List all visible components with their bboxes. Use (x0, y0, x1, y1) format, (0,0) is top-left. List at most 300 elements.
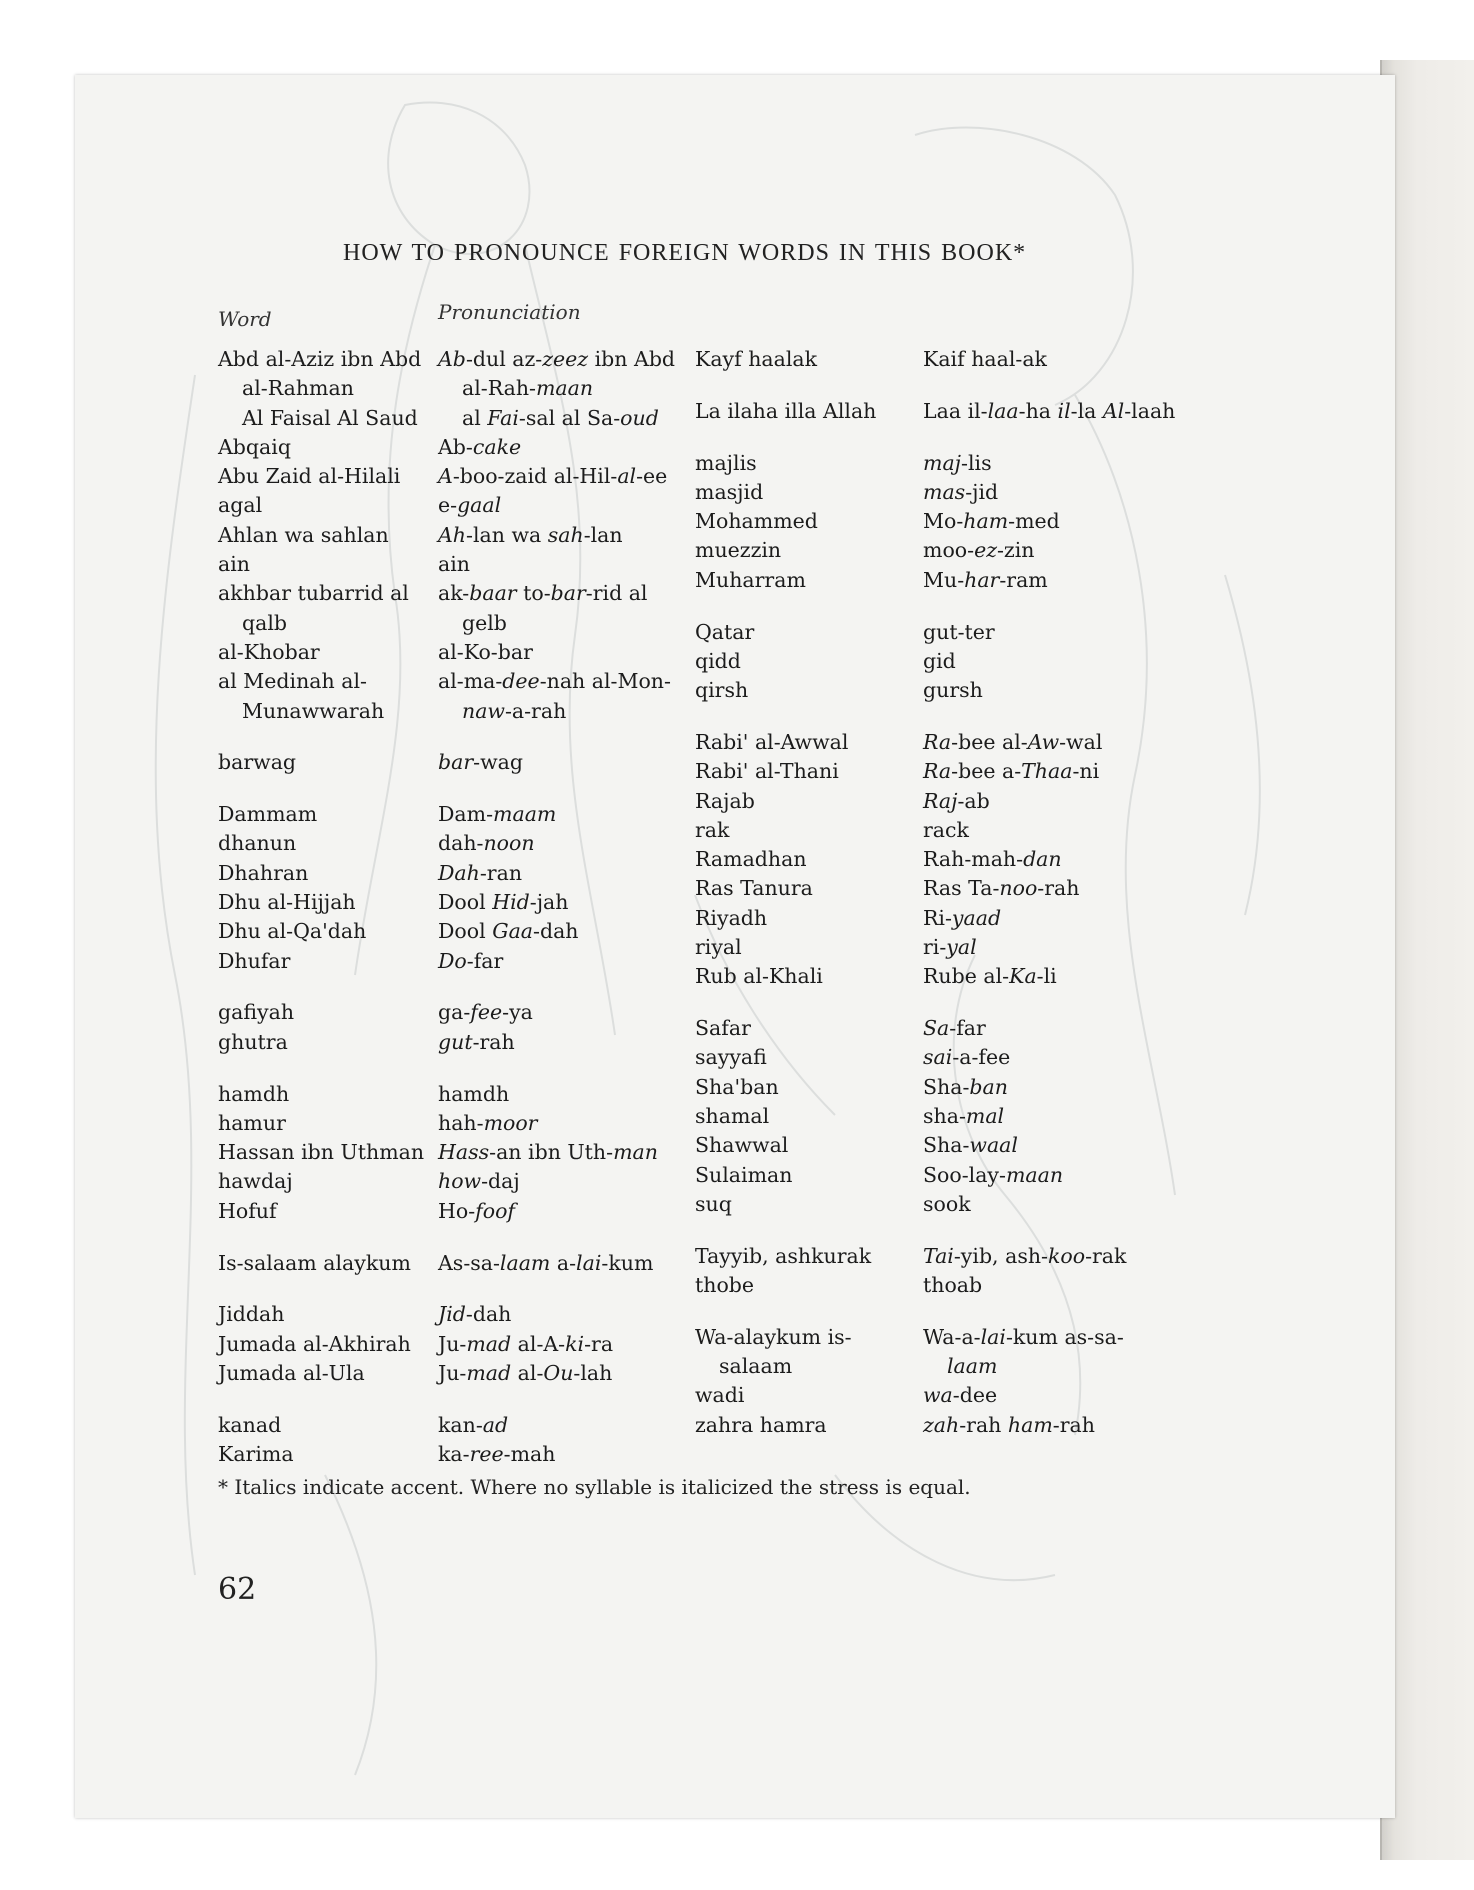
syllable-text: ri- (923, 935, 947, 960)
word-entry: suq (695, 1191, 732, 1216)
accent-syllable: noon (483, 831, 535, 856)
pronunciation-entry (438, 579, 675, 608)
entry-gap (438, 1278, 675, 1301)
word-entry: Dhufar (218, 948, 291, 973)
pronunciation-column-1 (438, 345, 675, 1469)
word-entry: hamur (218, 1110, 286, 1135)
word-entry: akhbar tubarrid al (218, 581, 409, 606)
entry-gap (923, 374, 1175, 397)
accent-syllable: Raj (923, 788, 958, 813)
accent-syllable: Hass (438, 1140, 490, 1165)
syllable-text: ain (438, 552, 470, 577)
word-entry: Munawwarah (242, 698, 385, 723)
pronunciation-entry (438, 998, 675, 1027)
syllable-text: -yib, ash- (953, 1243, 1048, 1268)
word-entry: ain (218, 552, 250, 577)
word-entry: kanad (218, 1412, 282, 1437)
syllable-text: -daj (481, 1169, 520, 1194)
pronunciation-entry (923, 787, 1175, 816)
syllable-text: -a-fee (952, 1045, 1011, 1070)
syllable-text: -ab (957, 788, 990, 813)
word-entry: ghutra (218, 1029, 288, 1054)
pronunciation-entry (438, 609, 675, 638)
accent-syllable: how (438, 1169, 482, 1194)
entry-gap (923, 1219, 1175, 1242)
page-number: 62 (218, 1572, 257, 1607)
syllable-text: al-A- (511, 1331, 566, 1356)
syllable-text: -far (466, 948, 504, 973)
pronunciation-entry (438, 1028, 675, 1057)
accent-syllable: Fai (487, 405, 519, 430)
syllable-text: Dool (438, 919, 493, 944)
syllable-text: -kum as-sa- (1005, 1324, 1124, 1349)
word-entry: Jumada al-Akhirah (218, 1331, 411, 1356)
word-entry: Sha'ban (695, 1074, 779, 1099)
word-entry: shamal (695, 1104, 770, 1129)
accent-syllable: Sa (923, 1016, 950, 1041)
word-entry: Shawwal (695, 1133, 789, 1158)
accent-syllable: baar (469, 581, 517, 606)
word-entry: dhanun (218, 831, 297, 856)
pronunciation-entry (438, 1359, 675, 1388)
pronunciation-entry (438, 697, 675, 726)
header-word: Word (218, 307, 272, 331)
pronunciation-entry (923, 845, 1175, 874)
word-entry: Ramadhan (695, 847, 807, 872)
pronunciation-entry (923, 1014, 1175, 1043)
syllable-text: -li (1036, 964, 1057, 989)
accent-syllable: dee (502, 669, 540, 694)
entry-gap (695, 992, 876, 1015)
pronunciation-entry (438, 521, 675, 550)
pronunciation-entry (438, 638, 675, 667)
syllable-text: dah- (438, 831, 484, 856)
word-entry: Abu Zaid al-Hilali (218, 464, 401, 489)
word-entry: Rabi' al-Awwal (695, 729, 849, 754)
pronunciation-entry (438, 947, 675, 976)
word-entry: Is-salaam alaykum (218, 1250, 411, 1275)
pronunciation-entry (923, 345, 1175, 374)
syllable-text: -lah (573, 1360, 613, 1385)
pronunciation-entry (923, 507, 1175, 536)
accent-syllable: Thaa (1021, 759, 1073, 784)
footnote: * Italics indicate accent. Where no syllable is italicized the stress is equal. (218, 1475, 971, 1499)
syllable-text: al-Rah- (462, 376, 536, 401)
word-entry: agal (218, 493, 263, 518)
syllable-text: ibn Abd (588, 347, 676, 371)
syllable-text: -dul az- (465, 347, 543, 371)
syllable-text: ak- (438, 581, 470, 606)
syllable-text: -lis (961, 450, 992, 475)
syllable-text: Laa il- (923, 398, 988, 423)
word-entry: masjid (695, 479, 764, 504)
word-entry: Karima (218, 1442, 294, 1466)
syllable-text: -jid (965, 479, 999, 504)
syllable-text: -wag (473, 750, 523, 775)
accent-syllable: Gaa (492, 919, 534, 944)
word-entry: salaam (719, 1354, 793, 1379)
word-entry: Dhahran (218, 860, 309, 885)
word-entry: Hassan ibn Uthman (218, 1140, 425, 1165)
entry-gap (218, 1057, 424, 1080)
word-entry: Riyadh (695, 905, 768, 930)
word-entry: muezzin (695, 538, 782, 563)
accent-syllable: Hid (492, 890, 530, 915)
accent-syllable: ki (565, 1331, 585, 1356)
accent-syllable: maam (493, 802, 557, 827)
pronunciation-entry (438, 1330, 675, 1359)
syllable-text: Ju- (438, 1331, 467, 1356)
syllable-text: -ee (636, 464, 668, 489)
pronunciation-entry (923, 1352, 1175, 1381)
syllable-text: Kaif haal-ak (923, 347, 1047, 371)
syllable-text: -rah (959, 1412, 1008, 1437)
pronunciation-entry (923, 1043, 1175, 1072)
word-entry: riyal (695, 935, 742, 960)
syllable-text: Rah-mah- (923, 847, 1024, 872)
accent-syllable: Tai (923, 1243, 954, 1268)
pronunciation-entry (923, 1271, 1175, 1300)
word-entry: wadi (695, 1383, 745, 1408)
pronunciation-entry (438, 462, 675, 491)
pronunciation-entry (438, 1249, 675, 1278)
accent-syllable: ez (974, 538, 997, 563)
word-entry: qidd (695, 648, 741, 673)
pronunciation-entry (438, 1167, 675, 1196)
syllable-text: Soo-lay- (923, 1162, 1006, 1187)
accent-syllable: koo (1047, 1243, 1086, 1268)
entry-gap (438, 1388, 675, 1411)
syllable-text: -ran (479, 860, 523, 885)
entry-gap (695, 374, 876, 397)
accent-syllable: bar (550, 581, 586, 606)
word-entry: Dhu al-Qa'dah (218, 919, 367, 944)
syllable-text: sook (923, 1191, 971, 1216)
syllable-text: -ni (1072, 759, 1100, 784)
accent-syllable: noo (999, 876, 1038, 901)
entry-gap (438, 1057, 675, 1080)
syllable-text: Wa-a- (923, 1324, 981, 1349)
word-entry: majlis (695, 450, 757, 475)
pronunciation-entry (438, 1197, 675, 1226)
syllable-text: ka- (438, 1442, 470, 1466)
word-column-2 (695, 345, 876, 1440)
word-column-1 (218, 345, 424, 1469)
word-entry: sayyafi (695, 1045, 767, 1070)
entry-gap (695, 705, 876, 728)
syllable-text: sha- (923, 1104, 966, 1129)
syllable-text: Sha- (923, 1074, 970, 1099)
accent-syllable: har (964, 567, 1000, 592)
accent-syllable: man (613, 1140, 658, 1165)
accent-syllable: gut (438, 1029, 473, 1054)
word-entry: Rabi' al-Thani (695, 759, 839, 784)
pronunciation-entry (923, 1161, 1175, 1190)
pronunciation-entry (923, 1131, 1175, 1160)
entry-gap (218, 1388, 424, 1411)
syllable-text: -ya (502, 1000, 533, 1025)
word-entry: Ahlan wa sahlan (218, 522, 389, 547)
accent-syllable: Ah (438, 522, 467, 547)
pronunciation-entry (438, 1138, 675, 1167)
word-entry: Safar (695, 1016, 751, 1041)
accent-syllable: Ka (1009, 964, 1037, 989)
pronunciation-entry (438, 859, 675, 888)
header-pronunciation: Pronunciation (438, 300, 581, 324)
accent-syllable: mas (923, 479, 966, 504)
syllable-text: -rah (472, 1029, 515, 1054)
pronunciation-entry (438, 667, 675, 696)
accent-syllable: ad (482, 1412, 509, 1437)
syllable-text: gut-ter (923, 619, 995, 644)
pronunciation-entry (438, 1411, 675, 1440)
word-entry: Muharram (695, 567, 806, 592)
syllable-text: hah- (438, 1110, 484, 1135)
word-entry: al-Rahman (242, 376, 354, 401)
syllable-text: -dee (952, 1383, 998, 1408)
syllable-text: Sha- (923, 1133, 970, 1158)
accent-syllable: sai (923, 1045, 953, 1070)
word-entry: Rub al-Khali (695, 964, 823, 989)
word-entry: Jumada al-Ula (218, 1360, 365, 1385)
pronunciation-entry (438, 917, 675, 946)
accent-syllable: Ra (923, 759, 952, 784)
pronunciation-entry (923, 1323, 1175, 1352)
syllable-text: -jah (529, 890, 569, 915)
syllable-text: -wal (1059, 729, 1103, 754)
pronunciation-entry (438, 829, 675, 858)
pronunciation-entry (923, 816, 1175, 845)
word-entry: Wa-alaykum is- (695, 1324, 852, 1349)
entry-gap (923, 705, 1175, 728)
accent-syllable: moor (483, 1110, 538, 1135)
syllable-text: -lan wa (466, 522, 548, 547)
accent-syllable: laam (499, 1250, 551, 1275)
accent-syllable: fee (470, 1000, 503, 1025)
syllable-text: gid (923, 648, 956, 673)
pronunciation-entry (438, 491, 675, 520)
syllable-text: Ju- (438, 1360, 467, 1385)
syllable-text: -mah (503, 1442, 556, 1466)
accent-syllable: mad (466, 1331, 512, 1356)
syllable-text: -rid al (585, 581, 648, 606)
accent-syllable: Aw (1027, 729, 1060, 754)
pronunciation-entry (923, 1411, 1175, 1440)
syllable-text: -zin (997, 538, 1035, 563)
accent-syllable: lai (576, 1250, 602, 1275)
pronunciation-entry (438, 374, 675, 403)
syllable-text: -rak (1085, 1243, 1127, 1268)
syllable-text: As-sa- (438, 1250, 500, 1275)
syllable-text: -an ibn Uth- (489, 1140, 614, 1165)
syllable-text: Ab- (438, 434, 473, 459)
accent-syllable: naw (462, 698, 505, 723)
syllable-text: hamdh (438, 1081, 510, 1106)
pronunciation-entry (923, 449, 1175, 478)
accent-syllable: ham (1007, 1412, 1053, 1437)
syllable-text: al- (511, 1360, 544, 1385)
word-entry: barwag (218, 750, 297, 775)
accent-syllable: ree (469, 1442, 504, 1466)
syllable-text: to- (516, 581, 551, 606)
word-entry: La ilaha illa Allah (695, 398, 877, 423)
syllable-text: gursh (923, 678, 983, 703)
word-entry: al-Khobar (218, 639, 320, 664)
accent-syllable: maj (923, 450, 962, 475)
syllable-text: -boo-zaid al-Hil- (452, 464, 618, 489)
word-entry: rak (695, 817, 730, 842)
pronunciation-entry (438, 888, 675, 917)
accent-syllable: foof (475, 1198, 516, 1223)
accent-syllable: Ab (438, 347, 466, 371)
entry-gap (438, 1226, 675, 1249)
pronunciation-entry (923, 728, 1175, 757)
word-entry: gafiyah (218, 1000, 295, 1025)
page-title: HOW TO PRONOUNCE FOREIGN WORDS IN THIS BOOK* (343, 240, 1027, 266)
pronunciation-entry (923, 397, 1175, 426)
pronunciation-entry (438, 345, 675, 374)
pronunciation-entry (923, 647, 1175, 676)
pronunciation-entry (923, 536, 1175, 565)
word-entry: hawdaj (218, 1169, 293, 1194)
entry-gap (923, 992, 1175, 1015)
pronunciation-entry (923, 962, 1175, 991)
pronunciation-entry (438, 1109, 675, 1138)
entry-gap (438, 976, 675, 999)
accent-syllable: waal (969, 1133, 1018, 1158)
entry-gap (923, 426, 1175, 449)
accent-syllable: ham (963, 509, 1009, 534)
word-entry: Hofuf (218, 1198, 277, 1223)
syllable-text: -rah (1037, 876, 1080, 901)
accent-syllable: maan (1005, 1162, 1064, 1187)
pronunciation-entry (923, 1381, 1175, 1410)
word-entry: Rajab (695, 788, 755, 813)
syllable-text: Ras Ta- (923, 876, 1000, 901)
pronunciation-entry (923, 757, 1175, 786)
word-entry: Tayyib, ashkurak (695, 1243, 872, 1268)
pronunciation-entry (923, 1073, 1175, 1102)
accent-syllable: yal (946, 935, 977, 960)
pronunciation-entry (438, 404, 675, 433)
accent-syllable: laa (987, 398, 1019, 423)
accent-syllable: A (438, 464, 453, 489)
syllable-text: Ri- (923, 905, 952, 930)
accent-syllable: Dah (438, 860, 480, 885)
pronunciation-entry (923, 933, 1175, 962)
syllable-text: kan- (438, 1412, 483, 1437)
syllable-text: Ho- (438, 1198, 476, 1223)
syllable-text: -a-rah (504, 698, 567, 723)
word-entry: Kayf haalak (695, 347, 818, 371)
pronunciation-entry (923, 904, 1175, 933)
accent-syllable: maan (535, 376, 594, 401)
syllable-text: gelb (462, 610, 507, 635)
entry-gap (695, 1300, 876, 1323)
accent-syllable: mad (466, 1360, 512, 1385)
word-entry: qirsh (695, 678, 749, 703)
syllable-text: Rube al- (923, 964, 1010, 989)
accent-syllable: mal (965, 1104, 1005, 1129)
pronunciation-entry (923, 676, 1175, 705)
entry-gap (218, 778, 424, 801)
accent-syllable: Ra (923, 729, 952, 754)
syllable-text: -dah (533, 919, 579, 944)
syllable-text: -bee a- (951, 759, 1022, 784)
accent-syllable: Do (438, 948, 467, 973)
accent-syllable: cake (472, 434, 522, 459)
entry-gap (695, 426, 876, 449)
entry-gap (438, 726, 675, 749)
syllable-text: -nah al-Mon- (539, 669, 671, 694)
accent-syllable: dan (1023, 847, 1062, 872)
entry-gap (218, 1226, 424, 1249)
accent-syllable: zeez (542, 347, 589, 371)
accent-syllable: lai (980, 1324, 1006, 1349)
accent-syllable: Ou (543, 1360, 574, 1385)
syllable-text: -far (949, 1016, 986, 1041)
accent-syllable: Jid (438, 1302, 466, 1327)
word-entry: Qatar (695, 619, 755, 644)
accent-syllable: zah (923, 1412, 960, 1437)
syllable-text: -ram (999, 567, 1048, 592)
word-entry: qalb (242, 610, 288, 635)
pronunciation-entry (438, 550, 675, 579)
syllable-text: Dool (438, 890, 493, 915)
word-entry: Dhu al-Hijjah (218, 890, 356, 915)
pronunciation-entry (923, 618, 1175, 647)
syllable-text: thoab (923, 1273, 983, 1298)
pronunciation-entry (923, 874, 1175, 903)
syllable-text: ga- (438, 1000, 471, 1025)
syllable-text: -rah (1052, 1412, 1095, 1437)
pronunciation-entry (438, 1300, 675, 1329)
pronunciation-entry (438, 800, 675, 829)
entry-gap (218, 976, 424, 999)
pronunciation-entry (923, 1190, 1175, 1219)
entry-gap (695, 1219, 876, 1242)
syllable-text: Mu- (923, 567, 965, 592)
word-entry: Abd al-Aziz ibn Abd (218, 347, 422, 371)
word-entry: zahra hamra (695, 1412, 827, 1437)
entry-gap (695, 595, 876, 618)
word-entry: Jiddah (218, 1302, 285, 1327)
entry-gap (923, 1300, 1175, 1323)
pronunciation-entry (923, 566, 1175, 595)
word-entry: Mohammed (695, 509, 818, 534)
syllable-text: -ra (584, 1331, 614, 1356)
accent-syllable: laam (947, 1354, 998, 1379)
accent-syllable: yaad (951, 905, 1002, 930)
syllable-text: -laah (1124, 398, 1176, 423)
pronunciation-entry (923, 1242, 1175, 1271)
pronunciation-entry (438, 1440, 675, 1469)
syllable-text: -bee al- (951, 729, 1028, 754)
accent-syllable: al (617, 464, 637, 489)
accent-syllable: il (1057, 398, 1071, 423)
word-entry: Dammam (218, 802, 318, 827)
entry-gap (218, 726, 424, 749)
word-entry: Abqaiq (218, 434, 291, 459)
word-entry: Ras Tanura (695, 876, 813, 901)
pronunciation-entry (438, 1080, 675, 1109)
syllable-text: -la (1070, 398, 1103, 423)
syllable-text: Mo- (923, 509, 964, 534)
syllable-text: -sal al Sa- (518, 405, 621, 430)
pronunciation-entry (923, 1102, 1175, 1131)
accent-syllable: wa (923, 1383, 953, 1408)
accent-syllable: sah (547, 522, 584, 547)
